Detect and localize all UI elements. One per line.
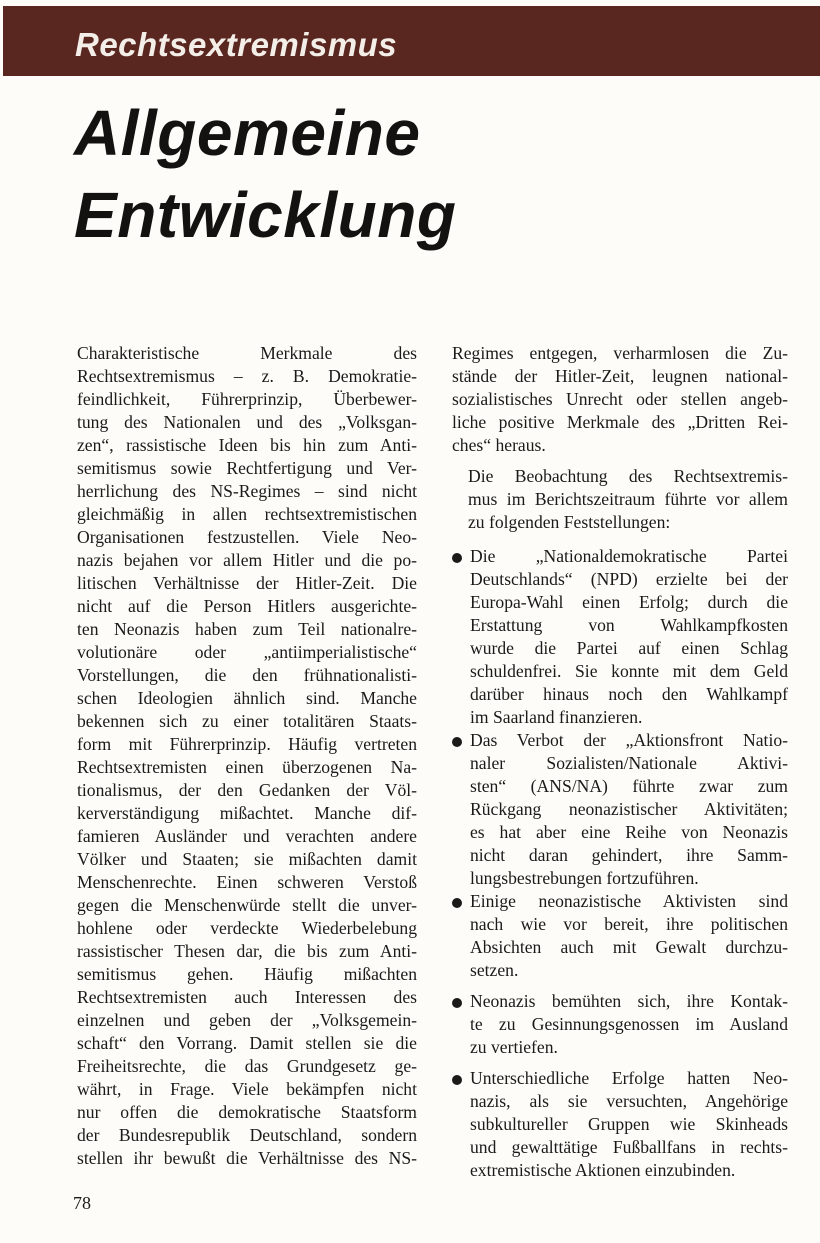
findings-list — [452, 545, 788, 1182]
text-line: nicht auf die Person Hitlers ausgerichte- — [77, 596, 417, 616]
text-line: hohlene oder verdeckte Wiederbelebung — [77, 918, 417, 938]
bullet-dot-icon — [452, 998, 462, 1008]
text-line: subkultureller Gruppen wie Skinheads — [470, 1114, 788, 1134]
text-line: tung des Nationalen und des „Volksgan- — [77, 412, 417, 432]
text-line: Völker und Staaten; sie mißachten damit — [77, 849, 417, 869]
text-line: stände der Hitler-Zeit, leugnen national- — [452, 366, 788, 386]
bullet-item — [452, 990, 788, 1059]
text-line: mus im Berichtszeitraum führte vor allem — [468, 489, 788, 509]
section-label: Rechtsextremismus — [75, 26, 398, 63]
text-line: einzelnen und geben der „Volksgemein- — [77, 1010, 417, 1030]
text-line: famieren Ausländer und verachten andere — [77, 826, 417, 846]
bullet-dot-icon — [452, 553, 462, 563]
text-line: schuldenfrei. Sie konnte mit dem Geld — [470, 661, 788, 681]
text-line: ten Neonazis haben zum Teil nationalre- — [77, 619, 417, 639]
bullet-dot-icon — [452, 1075, 462, 1085]
text-line: setzen. — [470, 960, 519, 980]
text-line: Die Beobachtung des Rechtsextremis- — [468, 466, 788, 486]
text-line: der Bundesrepublik Deutschland, sondern — [77, 1125, 417, 1145]
text-line: extremistische Aktionen einzubinden. — [470, 1160, 736, 1180]
text-line: Die „Nationaldemokratische Partei — [470, 546, 788, 566]
text-line: zen“, rassistische Ideen bis hin zum Anti- — [77, 435, 417, 455]
text-line: semitismus gehen. Häufig mißachten — [77, 964, 417, 984]
bullet-item — [452, 545, 788, 729]
text-line: Vorstellungen, die den frühnationalisti- — [77, 665, 417, 685]
text-line: Rückgang neonazistischer Aktivitäten; — [470, 799, 788, 819]
text-line: gegen die Menschenwürde stellt die unver- — [77, 895, 417, 915]
intro-paragraph-continued — [452, 342, 788, 457]
text-line: bekennen sich zu einer totalitären Staats- — [77, 711, 417, 731]
text-line: sten“ (ANS/NA) führte zwar zum — [470, 776, 788, 796]
text-line: im Saarland finanzieren. — [470, 707, 643, 727]
text-line: nicht daran gehindert, ihre Samm- — [470, 845, 788, 865]
text-line: semitismus sowie Rechtfertigung und Ver- — [77, 458, 417, 478]
text-line: Absichten auch mit Gewalt durchzu- — [470, 937, 788, 957]
text-line: Rechtsextremismus – z. B. Demokratie- — [77, 366, 417, 386]
text-line: Freiheitsrechte, die das Grundgesetz ge- — [77, 1056, 417, 1076]
text-line: Das Verbot der „Aktionsfront Natio- — [470, 730, 788, 750]
text-line: form mit Führerprinzip. Häufig vertreten — [77, 734, 417, 754]
text-line: wurde die Partei auf einen Schlag — [470, 638, 788, 658]
text-line: Rechtsextremisten einen überzogenen Na- — [77, 757, 417, 777]
bullet-item — [452, 890, 788, 982]
text-line: darüber hinaus noch den Wahlkampf — [470, 684, 788, 704]
text-line: Organisationen festzustellen. Viele Neo- — [77, 527, 417, 547]
text-line: litischen Verhältnisse der Hitler-Zeit. Die — [77, 573, 417, 593]
observations-paragraph — [452, 465, 788, 534]
text-line: te zu Gesinnungsgenossen im Ausland — [470, 1014, 788, 1034]
bullet-dot-icon — [452, 737, 462, 747]
text-line: rassistischer Thesen dar, die bis zum Anti- — [77, 941, 417, 961]
text-line: Regimes entgegen, verharmlosen die Zu- — [452, 343, 788, 363]
text-line: Rechtsextremisten auch Interessen des — [77, 987, 417, 1007]
text-line: Erstattung von Wahlkampfkosten — [470, 615, 788, 635]
text-line: kerverständigung mißachtet. Manche dif- — [77, 803, 417, 823]
bullet-item — [452, 1067, 788, 1182]
bullet-dot-icon — [452, 898, 462, 908]
text-line: sozialistisches Unrecht oder stellen angeb- — [452, 389, 788, 409]
text-line: nazis bejahen vor allem Hitler und die po- — [77, 550, 417, 570]
text-line: liche positive Merkmale des „Dritten Rei- — [452, 412, 788, 432]
page-number: 78 — [73, 1193, 91, 1213]
text-line: feindlichkeit, Führerprinzip, Überbewer- — [77, 389, 417, 409]
page-title-line-1: Allgemeine — [74, 97, 421, 169]
text-line: und gewalttätige Fußballfans in rechts- — [470, 1137, 788, 1157]
text-line: ches“ heraus. — [452, 435, 546, 455]
text-line: Europa-Wahl einen Erfolg; durch die — [470, 592, 788, 612]
left-column — [77, 342, 417, 1170]
text-line: nur offen die demokratische Staatsform — [77, 1102, 417, 1122]
right-column — [452, 342, 788, 1182]
text-line: gleichmäßig in allen rechtsextremistischen — [77, 504, 417, 524]
text-line: es hat aber eine Reihe von Neonazis — [470, 822, 788, 842]
text-line: schaft“ den Vorrang. Damit stellen sie die — [77, 1033, 417, 1053]
text-line: währt, in Frage. Viele bekämpfen nicht — [77, 1079, 417, 1099]
text-line: naler Sozialisten/Nationale Aktivi- — [470, 753, 788, 773]
text-line: Einige neonazistische Aktivisten sind — [470, 891, 788, 911]
text-line: schen Ideologien ähnlich sind. Manche — [77, 688, 417, 708]
text-line: zu folgenden Feststellungen: — [468, 512, 671, 532]
text-line: tionalismus, der den Gedanken der Völ- — [77, 780, 417, 800]
text-line: stellen ihr bewußt die Verhältnisse des NS- — [77, 1148, 417, 1168]
text-line: lungsbestrebungen fortzuführen. — [470, 868, 699, 888]
text-line: Menschenrechte. Einen schweren Verstoß — [77, 872, 417, 892]
bullet-item — [452, 729, 788, 890]
text-line: zu vertiefen. — [470, 1037, 558, 1057]
text-line: herrlichung des NS-Regimes – sind nicht — [77, 481, 417, 501]
text-line: nach wie vor bereit, ihre politischen — [470, 914, 788, 934]
page-title-line-2: Entwicklung — [74, 179, 457, 251]
text-line: Neonazis bemühten sich, ihre Kontak- — [470, 991, 788, 1011]
text-line: Charakteristische Merkmale des — [77, 343, 417, 363]
text-line: Deutschlands“ (NPD) erzielte bei der — [470, 569, 788, 589]
text-line: nazis, als sie versuchten, Angehörige — [470, 1091, 788, 1111]
page-title — [74, 92, 456, 256]
text-line: volutionäre oder „antiimperialistische“ — [77, 642, 417, 662]
text-line: Unterschiedliche Erfolge hatten Neo- — [470, 1068, 788, 1088]
